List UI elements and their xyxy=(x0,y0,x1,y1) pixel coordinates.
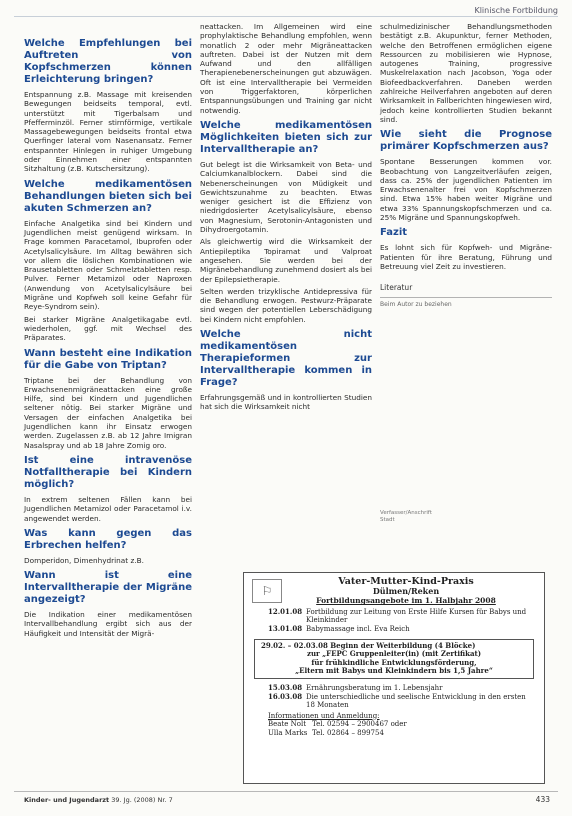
pram-icon: ⚐ xyxy=(252,579,282,603)
ad-contact-row xyxy=(268,720,534,729)
author-line-2: Stadt xyxy=(380,517,395,523)
ad-box-line-2: zur „FEPC Gruppenleiter(in) (mit Zertifikat) xyxy=(306,649,482,659)
section-heading: Welche medikamentösen Möglichkeiten bieten sich zur Intervalltherapie an? xyxy=(200,119,372,155)
advertisement xyxy=(243,572,545,784)
paragraph: Einfache Analgetika sind bei Kindern und Jugendlichen meist genügend wirksam. In Frage kommen Paracetamol, Ibuprofen oder Acetylsalicylsäure. Im Alltag bewähren sich vor allem die löslichen Kombinationen wie Brausetabletten oder Schmelztabletten resp. Pulver. Ferner Metamizol oder Naproxen (Anwendung von Acetylsalicylsäure bei Migräne und Kopfweh soll keine Gefahr für Reye-Syndrom sein). xyxy=(24,218,192,312)
section-heading: Wie sieht die Prognose primärer Kopfschmerzen aus? xyxy=(380,129,552,153)
section-heading: Was kann gegen das Erbrechen helfen? xyxy=(24,527,192,551)
section-heading: Wann besteht eine Indikation für die Gabe von Triptan? xyxy=(24,347,192,371)
ad-event: Ernährungsberatung im 1. Lebensjahr xyxy=(306,683,443,692)
ad-schedule-row xyxy=(268,693,534,710)
ad-box-line-1: 29.02. – 02.03.08 Beginn der Weiterbildung (4 Blöcke) xyxy=(261,640,476,650)
section-heading: Fazit xyxy=(380,227,408,239)
section-heading: Welche nicht medikamentösen Therapieformen zur Intervalltherapie kommen in Frage? xyxy=(200,329,372,389)
contact-phone: Tel. 02864 – 899754 xyxy=(312,728,384,737)
footer-rule xyxy=(14,791,558,792)
section-heading: Welche Empfehlungen bei Auftreten von Kopfschmerzen können Erleichterung bringen? xyxy=(24,38,192,85)
paragraph: neattacken. Im Allgemeinen wird eine prophylaktische Behandlung empfohlen, wenn monatlich 2 oder mehr Migräneattacken auftreten. Dabei ist der Nutzen mit dem Aufwand und den allfälligen Therapienebenerscheinungen gut abzuwägen. Oft ist eine Intervalltherapie bei Vermeiden von Triggerfaktoren, körperlichen Entspannungsübungen und Training gar nicht notwendig. xyxy=(200,22,372,115)
ad-box-line-4: „Eltern mit Babys und Kleinkindern bis 1,5 Jahre“ xyxy=(295,666,493,676)
ad-subtitle: Fortbildungsangebote im 1. Halbjahr 2008 xyxy=(316,596,496,606)
ad-contact xyxy=(268,712,534,738)
journal-issue: 39. Jg. (2008) Nr. 7 xyxy=(111,796,173,804)
ad-contact-list xyxy=(268,720,534,737)
author-line-1: Verfasser/Anschrift xyxy=(380,510,432,516)
header-rule xyxy=(14,16,558,17)
footer-journal xyxy=(24,796,173,804)
ad-date: 15.03.08 xyxy=(268,682,303,692)
ad-date: 16.03.08 xyxy=(268,691,303,701)
column-3 xyxy=(380,22,552,309)
section-heading: Welche medikamentösen Behandlungen bieten sich bei akuten Schmerzen an? xyxy=(24,178,192,214)
author-info xyxy=(380,510,432,524)
contact-name: Ulla Marks xyxy=(268,728,308,737)
page-number: 433 xyxy=(535,795,550,804)
ad-contact-row xyxy=(268,729,534,738)
paragraph: Erfahrungsgemäß und in kontrollierten Studien hat sich die Wirksamkeit nicht xyxy=(200,393,372,412)
paragraph: Spontane Besserungen kommen vor. Beobachtung von Langzeitverläufen zeigen, dass ca. 25% der jugendlichen Patienten im Erwachsenenalter frei von Kopfschmerzen sind. Etwa 15% haben weiter Migräne und etwa 33% Spannungskopfschmerzen und ca. 25% Migräne und Spannungskopfweh. xyxy=(380,157,552,223)
paragraph: Domperidon, Dimenhydrinat z.B. xyxy=(24,555,144,565)
literature-title: Literatur xyxy=(380,283,413,293)
ad-schedule-1 xyxy=(254,608,534,634)
journal-name: Kinder- und Jugendarzt xyxy=(24,796,110,804)
ad-schedule-2 xyxy=(254,684,534,710)
ad-schedule-row xyxy=(268,684,534,693)
paragraph: Die Indikation einer medikamentösen Intervallbehandlung ergibt sich aus der Häufigkeit und Intensität der Migrä- xyxy=(24,610,192,638)
literature-rule xyxy=(380,297,552,298)
paragraph: In extrem seltenen Fällen kann bei Jugendlichen Metamizol oder Paracetamol i.v. angewendet werden. xyxy=(24,494,192,523)
ad-highlight-box xyxy=(254,639,534,679)
ad-date: 12.01.08 xyxy=(268,606,303,616)
column-1 xyxy=(24,22,192,641)
section-label: Klinische Fortbildung xyxy=(474,6,558,15)
ad-event: Fortbildung zur Leitung von Erste Hilfe Kursen für Babys und Kleinkinder xyxy=(306,607,527,625)
ad-schedule-row xyxy=(268,608,534,625)
ad-title: Vater-Mutter-Kind-Praxis xyxy=(338,576,474,587)
ad-schedule-row xyxy=(268,625,534,634)
literature-text: Beim Autor zu beziehen xyxy=(380,300,452,308)
ad-date: 13.01.08 xyxy=(268,623,303,633)
contact-name: Beate Nolt xyxy=(268,720,307,729)
section-heading: Wann ist eine Intervalltherapie der Migräne angezeigt? xyxy=(24,570,192,606)
column-3-body xyxy=(380,22,552,271)
contact-phone: Tel. 02594 – 2900467 oder xyxy=(312,720,407,729)
paragraph: Entspannung z.B. Massage mit kreisenden Bewegungen beidseits temporal, evtl. unterstützt mit Tigerbalsam und Pfefferminzöl. Ferner stirnförmige, vertikale Massagebewegungen beidseits frontal etwa Querfinger lateral vom Nasenansatz. Ferner entspannter Hinlegen in ruhiger Umgebung oder Einnehmen einer entspannten Sitzhaltung (z.B. Kutschersitzung). xyxy=(24,90,192,174)
paragraph: Selten werden trizyklische Antidepressiva für die Behandlung erwogen. Pestwurz-Präparate sind wegen der potentiellen Leberschädigung bei Kindern nicht empfohlen. xyxy=(200,286,372,324)
paragraph: Gut belegt ist die Wirksamkeit von Beta- und Calciumkanalblockern. Dabei sind die Nebenerscheinungen von Müdigkeit und Gewichtszunahme zu beachten. Etwas weniger gesichert ist die Effizienz von niedrigdosierter Acetylsalicylsäure, ebenso von Magnesium, Serotonin-Antagonisten und Dihydroergotamin. xyxy=(200,159,372,235)
ad-box-line-3: für frühkindliche Entwicklungsförderung, xyxy=(311,657,477,667)
paragraph: Triptane bei der Behandlung von Erwachsenenmigräneattacken eine große Hilfe, sind bei Kindern und Jugendlichen seltener nötig. Bei starker Migräne und Versagen der einfachen Analgetika bei Jugendlichen kann ihr Einsatz erwogen werden. Zugelassen z.B. ab 12 Jahre Imigran Nasalspray und ab 18 Jahre Zomig oro. xyxy=(24,375,192,450)
column-2 xyxy=(200,22,372,415)
paragraph: Bei starker Migräne Analgetikagabe evtl. wiederholen, ggf. mit Wechsel des Präparates. xyxy=(24,314,192,343)
paragraph: Als gleichwertig wird die Wirksamkeit der Antiepileptika Topiramat und Valproat angesehen. Sie werden bei der Migränebehandlung zunehmend dosiert als bei der Epilepsietherapie. xyxy=(200,237,372,284)
ad-city: Dülmen/Reken xyxy=(372,585,440,596)
section-heading: Ist eine intravenöse Notfalltherapie bei Kindern möglich? xyxy=(24,454,192,490)
paragraph: Es lohnt sich für Kopfweh- und Migräne-Patienten für ihre Beratung, Führung und Betreuung viel Zeit zu investieren. xyxy=(380,243,552,271)
ad-contact-title: Informationen und Anmeldung: xyxy=(268,711,380,720)
ad-event: Die unterschiedliche und seelische Entwicklung in den ersten 18 Monaten xyxy=(306,692,526,710)
paragraph: schulmedizinischer Behandlungsmethoden bestätigt z.B. Akupunktur, ferner Methoden, welche den Betroffenen ermöglichen eigene Ressourcen zu mobilisieren wie Hypnose, autogenes Training, progressive Muskelrelaxation nach Jacobson, Yoga oder Biofeedbackverfahren. Daneben werden zahlreiche Heilverfahren angeboten auf deren Wirksamkeit in Fallberichten hingewiesen wird, jedoch keine kontrollierten Studien bekannt sind. xyxy=(380,22,552,124)
ad-event: Babymassage incl. Eva Reich xyxy=(306,624,410,633)
